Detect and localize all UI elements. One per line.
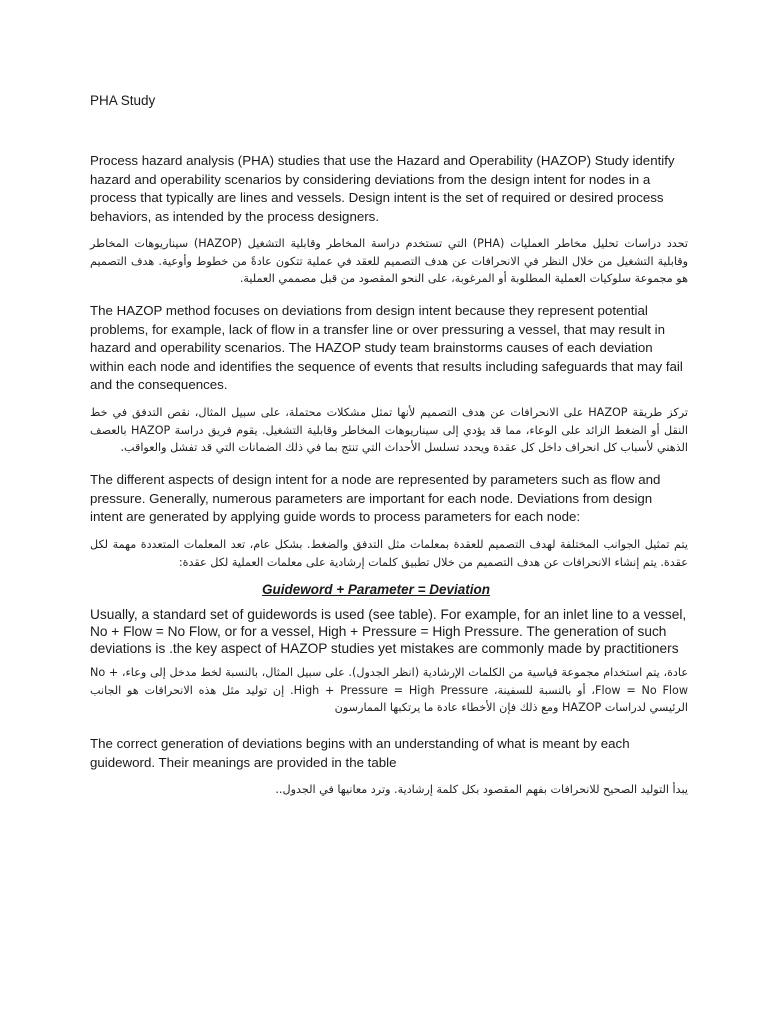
paragraph-4-english: Usually, a standard set of guidewords is used (see table). For example, for an inlet line to a vessel, No + Flow = No Flow, or for a vessel, High + Pressure = High Pressure. The generation of such deviations is .the key aspect of HAZOP studies yet mistakes are commonly made by practitioners bbox=[90, 607, 687, 656]
paragraph-3-english: The different aspects of design intent for a node are represented by parameters such as flow and pressure. Generally, numerous parameters are important for each node. Deviations from design intent are generated by applying guide words to process parameters for each node: bbox=[90, 472, 661, 525]
paragraph-2-english: The HAZOP method focuses on deviations from design intent because they represent potential problems, for example, lack of flow in a transfer line or over pressuring a vessel, that may result in hazard and operability scenarios. The HAZOP study team brainstorms causes of each deviation within each node and identifies the sequence of events that results including safeguards that may fail and the consequences. bbox=[90, 303, 683, 393]
paragraph-3-arabic: يتم تمثيل الجوانب المختلفة لهدف التصميم للعقدة بمعلمات مثل التدفق والضغط. بشكل عام، تعد المعلمات المتعددة مهمة لكل عقدة. يتم إنشاء الانحرافات عن هدف التصميم من خلال تطبيق كلمات إرشادية على معلمات العملية لكل عقدة: bbox=[90, 538, 688, 569]
document-title: PHA Study bbox=[90, 93, 156, 108]
paragraph-1-english: Process hazard analysis (PHA) studies that use the Hazard and Operability (HAZOP) Study identify hazard and operability scenarios by considering deviations from the design intent for nodes in a process that typically are lines and vessels. Design intent is the set of required or desired process behaviors, as intended by the process designers. bbox=[90, 153, 675, 224]
paragraph-2-arabic: تركز طريقة HAZOP على الانحرافات عن هدف التصميم لأنها تمثل مشكلات محتملة، على سبيل المثال، نقص التدفق في خط النقل أو الضغط الزائد على الوعاء، مما قد يؤدي إلى سيناريوهات المخاطر وقابلية التشغيل. يقوم فريق دراسة HAZOP بالعصف الذهني لأسباب كل انحراف داخل كل عقدة ويحدد تسلسل الأحداث التي تنتج بما في ذلك الضمانات التي قد تفشل والعواقب. bbox=[90, 406, 688, 454]
paragraph-4-arabic: عادة، يتم استخدام مجموعة قياسية من الكلمات الإرشادية (انظر الجدول). على سبيل المثال، بالنسبة لخط مدخل إلى وعاء، No + Flow = No Flow، أو بالنسبة للسفينة، High + Pressure = High Pressure. إن توليد مثل هذه الانحرافات هو الجانب الرئيسي لدراسات HAZOP ومع ذلك فإن الأخطاء عادة ما يرتكبها الممارسون bbox=[90, 666, 688, 714]
paragraph-5-arabic: يبدأ التوليد الصحيح للانحرافات بفهم المقصود بكل كلمة إرشادية. وترد معانيها في الجدول.. bbox=[275, 783, 688, 796]
paragraph-5-english: The correct generation of deviations begins with an understanding of what is meant by each guideword. Their meanings are provided in the table bbox=[90, 736, 630, 770]
deviation-equation: Guideword + Parameter = Deviation bbox=[261, 582, 491, 597]
paragraph-1-arabic: تحدد دراسات تحليل مخاطر العمليات (PHA) التي تستخدم دراسة المخاطر وقابلية التشغيل (HAZOP) سيناريوهات المخاطر وقابلية التشغيل من خلال النظر في الانحرافات عن هدف التصميم للعقد في عملية تتكون عادةً من خطوط وأوعية. هدف التصميم هو مجموعة سلوكيات العملية المطلوبة أو المرغوبة، على النحو المقصود من قبل مصممي العملية. bbox=[90, 237, 689, 285]
